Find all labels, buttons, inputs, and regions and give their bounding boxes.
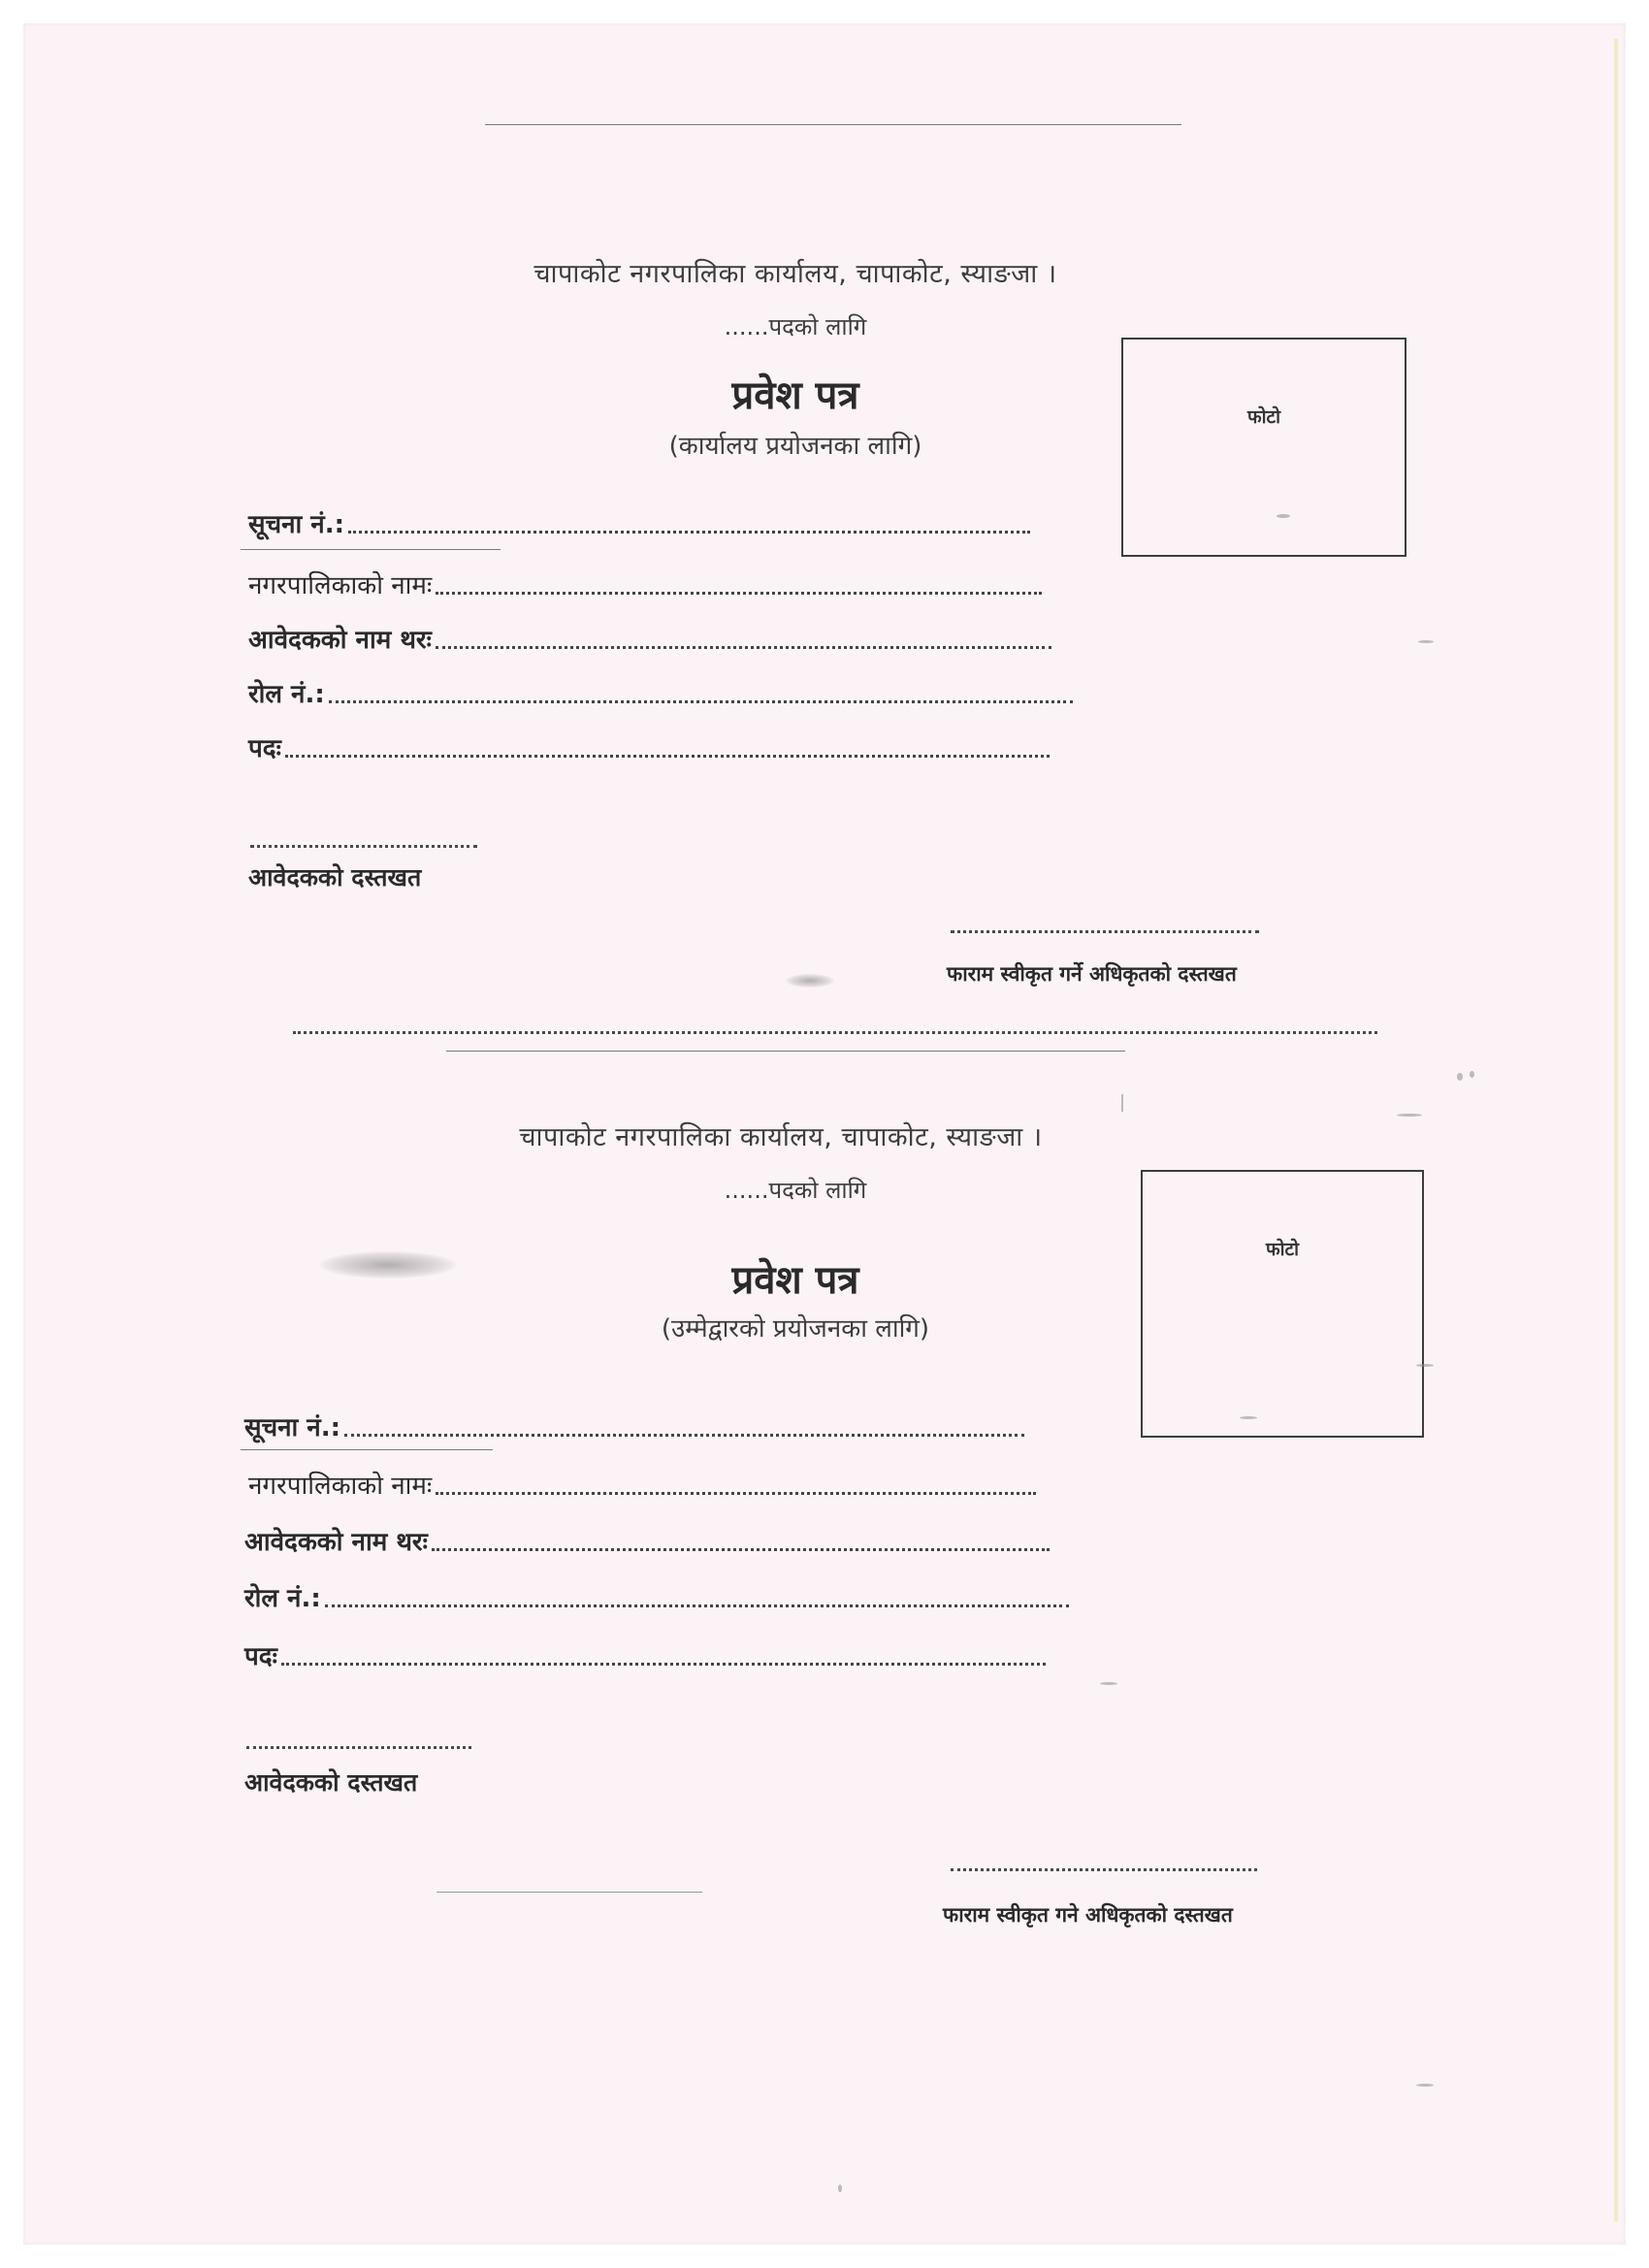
stray-rule [436,1892,702,1893]
photo-box [1121,338,1406,557]
ink-speck [1397,1114,1422,1117]
applicant-name-field[interactable] [248,617,1051,656]
office-heading: चापाकोट नगरपालिका कार्यालय, चापाकोट, स्याङजा । [534,259,1057,289]
applicant-signature-line[interactable] [246,1746,471,1749]
applicant-name-field[interactable] [244,1519,1050,1558]
applicant-signature-label: आवेदकको दस्तखत [248,863,422,891]
municipality-name-dots [436,592,1042,595]
applicant-name-dots [436,646,1051,649]
officer-signature-label: फाराम स्वीकृत गर्ने अधिकृतको दस्तखत [947,962,1237,986]
post-dots [281,1663,1046,1666]
ink-speck [1457,1073,1463,1081]
ink-speck [1240,1416,1257,1419]
notice-number-label: सूचना नं.: [248,510,345,539]
roll-number-dots [329,700,1073,703]
admit-card-title: प्रवेश पत्र [731,1258,859,1303]
applicant-signature-label: आवेदकको दस्तखत [244,1768,418,1797]
ink-speck [1416,1364,1434,1367]
ink-speck [1100,1682,1117,1685]
post-label: पदः [244,1642,277,1671]
officer-signature-line[interactable] [951,930,1259,933]
admit-card-title: प्रवेश पत्र [731,373,859,418]
photo-label: फोटो [1265,1239,1300,1260]
notice-number-dots [344,1434,1024,1437]
ink-speck [838,2185,842,2192]
notice-number-field[interactable] [244,1405,1024,1443]
post-line: ......पदको लागि [724,313,867,340]
municipality-name-label: नगरपालिकाको नामः [248,1472,433,1501]
ink-speck [1277,514,1290,518]
municipality-name-field[interactable] [248,1463,1036,1502]
top-rule [485,124,1181,125]
post-dots [285,755,1050,758]
roll-number-dots [325,1604,1069,1607]
cut-line [293,1031,1377,1034]
applicant-name-dots [432,1548,1050,1551]
roll-number-label: रोल नं.: [248,680,325,709]
ink-speck [1416,2084,1434,2087]
ink-speck [1121,1094,1123,1112]
notice-number-dots [348,531,1030,534]
admit-card-subtitle: (कार्यालय प्रयोजनका लागि) [668,432,922,461]
photo-box [1141,1170,1424,1438]
notice-number-field[interactable] [248,502,1030,540]
notice-number-label: सूचना नं.: [244,1413,341,1442]
cut-rule [446,1051,1125,1052]
photo-label: फोटो [1246,406,1281,428]
post-field[interactable] [248,726,1050,764]
notice-underline [241,549,501,550]
office-heading: चापाकोट नगरपालिका कार्यालय, चापाकोट, स्याङजा । [519,1122,1043,1152]
post-label: पदः [248,734,281,763]
municipality-name-field[interactable] [248,563,1042,601]
ink-smudge [320,1251,456,1279]
officer-signature-label: फाराम स्वीकृत गने अधिकृतको दस्तखत [943,1903,1233,1927]
notice-underline [241,1449,493,1450]
officer-signature-line[interactable] [951,1868,1257,1871]
ink-speck [1470,1071,1474,1078]
roll-number-label: रोल नं.: [244,1584,321,1613]
ink-smudge [786,974,834,988]
paper-edge [1614,39,1618,2221]
applicant-name-label: आवेदकको नाम थरः [244,1528,428,1557]
applicant-signature-line[interactable] [250,845,477,848]
municipality-name-dots [436,1492,1036,1495]
post-field[interactable] [244,1634,1046,1672]
roll-number-field[interactable] [248,671,1073,710]
ink-speck [1418,640,1434,643]
municipality-name-label: नगरपालिकाको नामः [248,571,433,600]
post-line: ......पदको लागि [724,1177,867,1204]
roll-number-field[interactable] [244,1575,1069,1614]
admit-card-subtitle: (उम्मेद्वारको प्रयोजनका लागि) [661,1314,930,1344]
applicant-name-label: आवेदकको नाम थरः [248,626,432,655]
